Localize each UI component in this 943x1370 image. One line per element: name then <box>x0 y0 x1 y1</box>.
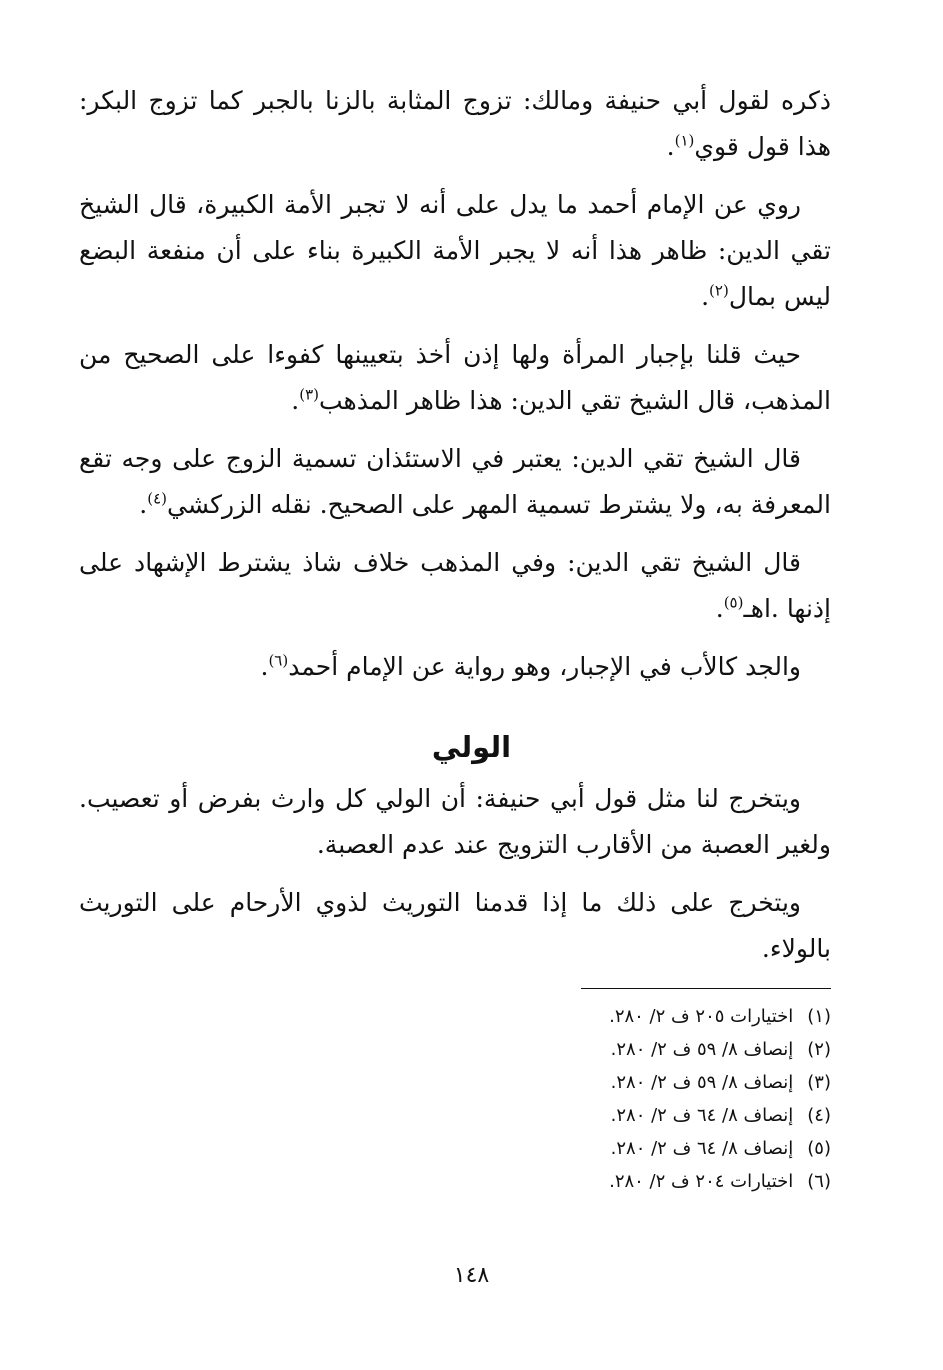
paragraph-6-end: . <box>260 652 269 681</box>
footnote-text: إنصاف ٨/ ٥٩ ف ٢/ ٢٨٠. <box>610 1072 794 1093</box>
footnote-number: (٦) <box>807 1171 831 1192</box>
footnote-number: (٥) <box>807 1138 831 1159</box>
footnote-number: (٣) <box>807 1072 831 1093</box>
footnote-2 <box>111 1033 831 1066</box>
footnote-text: إنصاف ٨/ ٥٩ ف ٢/ ٢٨٠. <box>610 1039 794 1060</box>
page-number: ١٤٨ <box>453 1263 490 1288</box>
paragraph-2-end: . <box>701 282 710 311</box>
section-heading: الولي <box>431 730 512 764</box>
paragraph-3 <box>79 332 831 424</box>
paragraph-1-end: . <box>666 132 675 161</box>
footnote-ref-3: (٣) <box>299 385 319 404</box>
footnote-ref-4: (٤) <box>147 489 167 508</box>
footnote-text: إنصاف ٨/ ٦٤ ف ٢/ ٢٨٠. <box>610 1105 794 1126</box>
lower-text-block <box>79 776 831 984</box>
footnote-number: (٢) <box>807 1039 831 1060</box>
footnote-text: اختيارات ٢٠٤ ف ٢/ ٢٨٠. <box>609 1171 794 1192</box>
paragraph-4-end: . <box>139 490 148 519</box>
paragraph-2 <box>79 182 831 320</box>
footnote-ref-6: (٦) <box>268 651 289 670</box>
footnote-number: (٤) <box>807 1105 831 1126</box>
paragraph-3-end: . <box>291 386 300 415</box>
paragraph-2-text: روي عن الإمام أحمد ما يدل على أنه لا تجبر الأمة الكبيرة، قال الشيخ تقي الدين: ظاهر هذا أنه لا يجبر الأمة الكبيرة بناء على أن منفعة البضع ليس بمال <box>79 190 831 311</box>
paragraph-4 <box>79 436 831 528</box>
footnotes <box>111 1000 831 1198</box>
footnote-6 <box>111 1165 831 1198</box>
paragraph-8: ويتخرج على ذلك ما إذا قدمنا التوريث لذوي الأرحام على التوريث بالولاء. <box>79 888 831 963</box>
paragraph-6 <box>79 644 831 690</box>
paragraph-5-end: . <box>715 594 724 623</box>
footnote-ref-5: (٥) <box>723 593 744 612</box>
footnote-1 <box>111 1000 831 1033</box>
paragraph-5-text: قال الشيخ تقي الدين: وفي المذهب خلاف شاذ يشترط الإشهاد على إذنها .اهـ <box>79 548 831 623</box>
footnote-4 <box>111 1099 831 1132</box>
upper-text-block <box>79 78 831 702</box>
paragraph-1 <box>79 78 831 170</box>
footnote-divider <box>581 988 831 989</box>
footnote-text: اختيارات ٢٠٥ ف ٢/ ٢٨٠. <box>609 1006 794 1027</box>
paragraph-4-text: قال الشيخ تقي الدين: يعتبر في الاستئذان تسمية الزوج على وجه تقع المعرفة به، ولا يشترط تسمية المهر على الصحيح. نقله الزركشي <box>79 444 831 519</box>
footnote-text: إنصاف ٨/ ٦٤ ف ٢/ ٢٨٠. <box>610 1138 794 1159</box>
paragraph-5 <box>79 540 831 632</box>
footnote-3 <box>111 1066 831 1099</box>
footnote-ref-1: (١) <box>674 131 695 150</box>
paragraph-6-text: والجد كالأب في الإجبار، وهو رواية عن الإمام أحمد <box>288 652 801 681</box>
paragraph-7: ويتخرج لنا مثل قول أبي حنيفة: أن الولي كل وارث بفرض أو تعصيب. ولغير العصبة من الأقارب التزويج عند عدم العصبة. <box>79 784 831 859</box>
paragraph-1-text: ذكره لقول أبي حنيفة ومالك: تزوج المثابة بالزنا بالجبر كما تزوج البكر: هذا قول قوي <box>79 86 831 161</box>
paragraph-3-text: حيث قلنا بإجبار المرأة ولها إذن أخذ بتعيينها كفوءا على الصحيح من المذهب، قال الشيخ تقي الدين: هذا ظاهر المذهب <box>79 340 831 415</box>
footnote-ref-2: (٢) <box>709 281 729 300</box>
footnote-number: (١) <box>807 1006 831 1027</box>
footnote-5 <box>111 1132 831 1165</box>
